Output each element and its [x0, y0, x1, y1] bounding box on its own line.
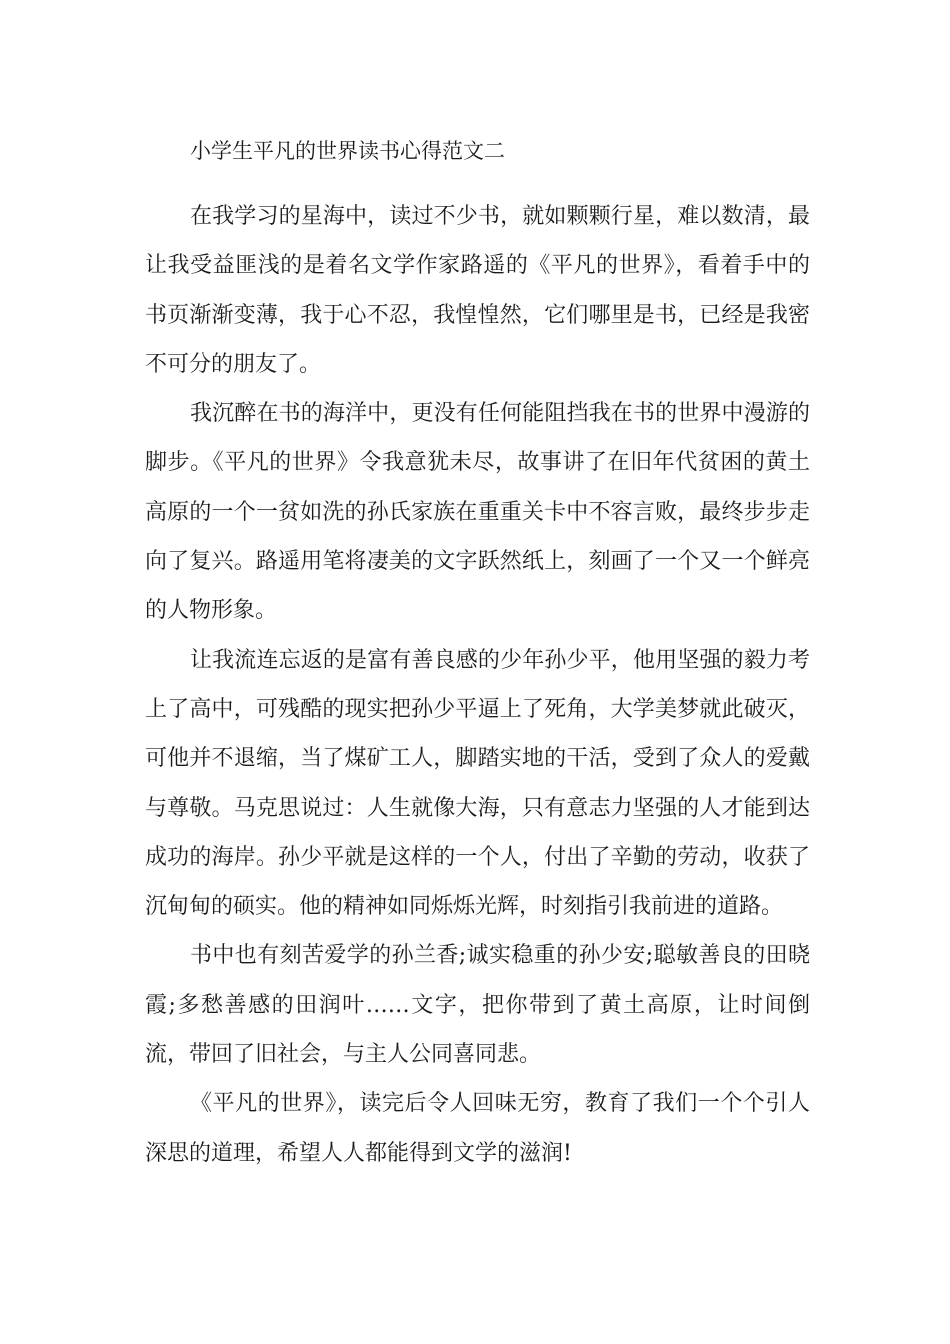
- paragraph: 让我流连忘返的是富有善良感的少年孙少平，他用坚强的毅力考上了高中，可残酷的现实把孙少平逼上了死角，大学美梦就此破灭，可他并不退缩，当了煤矿工人，脚踏实地的干活，受到了众人的爱戴与尊敬。马克思说过：人生就像大海，只有意志力坚强的人才能到达成功的海岸。孙少平就是这样的一个人，付出了辛勤的劳动，收获了沉甸甸的硕实。他的精神如同烁烁光辉，时刻指引我前进的道路。: [145, 647, 810, 920]
- paragraph: 我沉醉在书的海洋中，更没有任何能阻挡我在书的世界中漫游的脚步。《平凡的世界》令我意犹未尽，故事讲了在旧年代贫困的黄土高原的一个一贫如洗的孙氏家族在重重关卡中不容言败，最终步步走向了复兴。路遥用笔将凄美的文字跃然纸上，刻画了一个又一个鲜亮的人物形象。: [145, 401, 810, 624]
- paragraph: 在我学习的星海中，读过不少书，就如颗颗行星，难以数清，最让我受益匪浅的是着名文学作家路遥的《平凡的世界》，看着手中的书页渐渐变薄，我于心不忍，我惶惶然，它们哪里是书，已经是我密不可分的朋友了。: [145, 204, 810, 377]
- document-title: 小学生平凡的世界读书心得范文二: [190, 139, 505, 163]
- paragraph: 《平凡的世界》，读完后令人回味无穷，教育了我们一个个引人深思的道理，希望人人都能得到文学的滋润!: [145, 1091, 810, 1166]
- paragraph: 书中也有刻苦爱学的孙兰香;诚实稳重的孙少安;聪敏善良的田晓霞;多愁善感的田润叶……文字，把你带到了黄土高原，让时间倒流，带回了旧社会，与主人公同喜同悲。: [145, 943, 810, 1068]
- document-body: [145, 128, 810, 1178]
